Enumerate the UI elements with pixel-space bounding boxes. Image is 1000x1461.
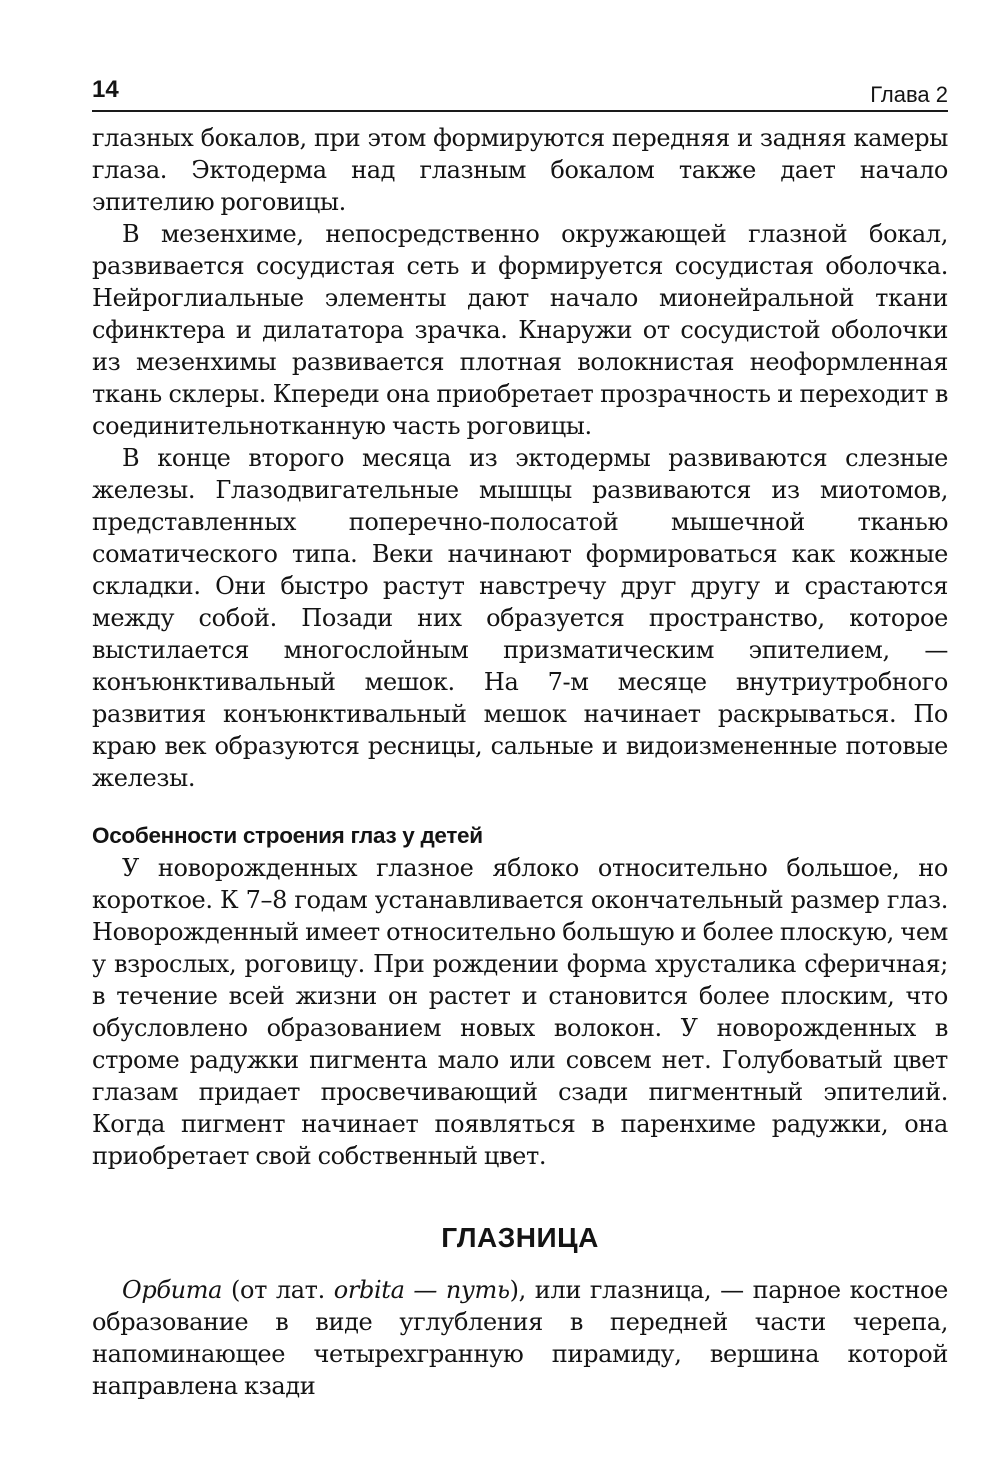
paragraph-newborn-eyes: У новорожденных глазное яблоко относительно большое, но короткое. К 7–8 годам устанавливается окончательный размер глаз. Новорожденный имеет относительно большую и более плоскую, чем у взрослых, роговицу. При рождении форма хрусталика сферичная; в течение всей жизни он растет и становится более плоским, что обусловлено образованием новых волокон. У новорожденных в строме радужки пигмента мало или совсем нет. Голубоватый цвет глазам придает просвечивающий сзади пигментный эпителий. Когда пигмент начинает появляться в паренхиме радужки, она приобретает свой собственный цвет. [92,854,948,1170]
orbit-text-2: ), или глазница, — парное костное образование в виде углубления в передней части черепа, напоминающее четырехгранную пирамиду, вершина которой направлена кзади [92,1276,948,1400]
term-orbit: Орбита [122,1276,223,1304]
chapter-label: Глава 2 [870,82,948,107]
latin-term: orbita — путь [333,1276,510,1304]
page-body [92,122,948,1402]
paragraph-mesenchyme: В мезенхиме, непосредственно окружающей глазной бокал, развивается сосудистая сеть и формируется сосудистая оболочка. Нейроглиальные элементы дают начало мионейральной ткани сфинктера и дилататора зрачка. Кнаружи от сосудистой оболочки из мезенхимы развивается плотная волокнистая неоформленная ткань склеры. Кпереди она приобретает прозрачность и переходит в соединительнотканную часть роговицы. [92,220,948,440]
orbit-text-1: (от лат. [222,1276,334,1304]
subheading-children-eyes: Особенности строения глаз у детей [92,823,483,848]
paragraph-orbit [92,1274,948,1402]
paragraph-lacrimal-glands: В конце второго месяца из эктодермы развиваются слезные железы. Глазодвигательные мышцы развиваются из миотомов, представленных поперечно-полосатой мышечной тканью соматического типа. Веки начинают формироваться как кожные складки. Они быстро растут навстречу друг другу и срастаются между собой. Позади них образуется пространство, которое выстилается многослойным призматическим эпителием, — конъюнктивальный мешок. На 7-м месяце внутриутробного развития конъюнктивальный мешок начинает раскрываться. По краю век образуются ресницы, сальные и видоизмененные потовые железы. [92,444,948,792]
running-header [92,70,948,112]
section-title-orbit: ГЛАЗНИЦА [441,1222,599,1253]
book-page [92,70,948,1402]
page-number: 14 [92,76,119,103]
paragraph-anterior-chambers: глазных бокалов, при этом формируются передняя и задняя камеры глаза. Эктодерма над глазным бокалом также дает начало эпителию роговицы. [92,124,948,216]
